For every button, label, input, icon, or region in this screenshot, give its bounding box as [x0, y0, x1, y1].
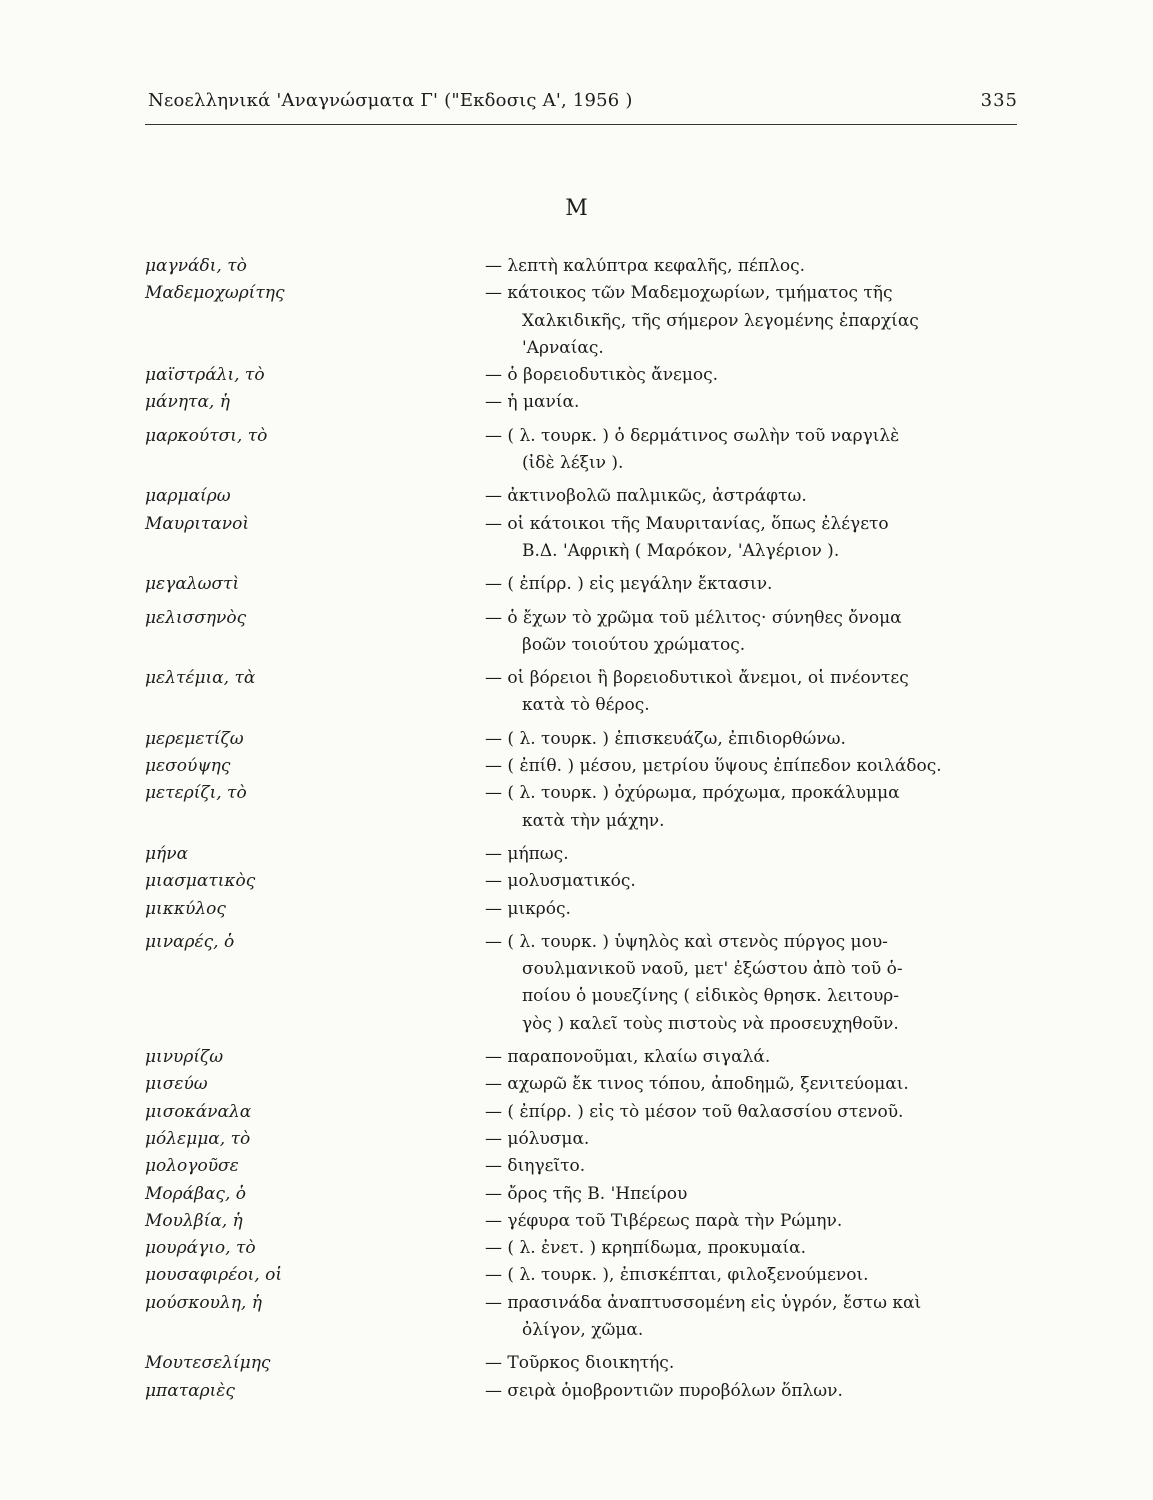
definition-line: γὸς ) καλεῖ τοὺς πιστοὺς νὰ προσευχηθοῦν.: [522, 1013, 899, 1034]
glossary-entry: [145, 1071, 1045, 1098]
entry-definition: [485, 753, 1035, 780]
entry-definition: [485, 362, 1035, 389]
glossary-entry: [145, 753, 1045, 780]
definition-line: Β.Δ. 'Αφρικὴ ( Μαρόκον, 'Αλγέριον ).: [522, 540, 840, 561]
entry-definition: [485, 1290, 1035, 1345]
entry-term: μπαταριὲς: [145, 1380, 235, 1401]
entry-definition: [485, 896, 1035, 923]
glossary-entry: [145, 1126, 1045, 1153]
definition-line: (ἰδὲ λέξιν ).: [522, 453, 624, 474]
definition-line: — πρασινάδα ἀναπτυσσομένη εἰς ὑγρόν, ἔστω καὶ: [485, 1292, 922, 1313]
definition-line: — κάτοικος τῶν Μαδεμοχωρίων, τμήματος τῆς: [485, 283, 893, 304]
entry-definition: [485, 780, 1035, 835]
glossary-entry: [145, 1350, 1045, 1377]
definition-line: — μικρός.: [485, 898, 571, 919]
entry-term: μούσκουλη, ἡ: [145, 1292, 262, 1313]
definition-line: — οἱ βόρειοι ἢ βορειοδυτικοὶ ἄνεμοι, οἱ πνέοντες: [485, 668, 909, 689]
definition-line: — ( ἐπίρρ. ) εἰς τὸ μέσον τοῦ θαλασσίου στενοῦ.: [485, 1101, 904, 1122]
entry-definition: [485, 571, 1035, 598]
definition-line: Χαλκιδικῆς, τῆς σήμερον λεγομένης ἐπαρχίας: [522, 310, 919, 331]
definition-line: — ὁ ἔχων τὸ χρῶμα τοῦ μέλιτος· σύνηθες ὄνομα: [485, 607, 902, 628]
entry-term: μόλεμμα, τὸ: [145, 1128, 251, 1149]
definition-line: — γέφυρα τοῦ Τιβέρεως παρὰ τὴν Ρώμην.: [485, 1210, 843, 1231]
entry-definition: [485, 1208, 1035, 1235]
entry-definition: [485, 1235, 1035, 1262]
entry-definition: [485, 841, 1035, 868]
entry-term: μαρμαίρω: [145, 486, 231, 507]
entry-term: μετερίζι, τὸ: [145, 783, 247, 804]
entry-term: Μοράβας, ὁ: [145, 1183, 246, 1204]
glossary-entry: [145, 362, 1045, 389]
glossary-entry: [145, 929, 1045, 1038]
definition-line: — ( λ. τουρκ. ) ὀχύρωμα, πρόχωμα, προκάλυμμα: [485, 783, 900, 804]
definition-line: — σειρὰ ὁμοβροντιῶν πυροβόλων ὅπλων.: [485, 1380, 843, 1401]
entry-definition: [485, 1153, 1035, 1180]
glossary-entry: [145, 389, 1045, 416]
entry-definition: [485, 1181, 1035, 1208]
glossary-entry: [145, 280, 1045, 362]
definition-line: 'Αρναίας.: [522, 337, 604, 358]
definition-line: — μήπως.: [485, 843, 569, 864]
definition-line: ὀλίγον, χῶμα.: [522, 1319, 644, 1340]
definition-line: — μολυσματικός.: [485, 871, 636, 892]
entry-definition: [485, 1350, 1035, 1377]
entry-definition: [485, 483, 1035, 510]
definition-line: κατὰ τὴν μάχην.: [522, 810, 665, 831]
entry-term: μιασματικὸς: [145, 871, 256, 892]
glossary-entry: [145, 253, 1045, 280]
entry-definition: [485, 1262, 1035, 1289]
section-letter: Μ: [565, 196, 588, 221]
glossary-entry: [145, 1153, 1045, 1180]
running-title: Νεοελληνικά 'Αναγνώσματα Γ' ("Εκδοσις Α', 1956 ): [148, 90, 633, 111]
definition-line: — ἡ μανία.: [485, 392, 580, 413]
page-header: [148, 90, 1018, 120]
entry-term: Μαυριτανοὶ: [145, 513, 250, 534]
definition-line: — ( ἐπίθ. ) μέσου, μετρίου ὕψους ἐπίπεδον κοιλάδος.: [485, 756, 942, 777]
glossary-entry: [145, 571, 1045, 598]
entry-definition: [485, 511, 1035, 566]
definition-line: — Τοῦρκος διοικητής.: [485, 1353, 675, 1374]
entry-definition: [485, 253, 1035, 280]
glossary-entry: [145, 1290, 1045, 1345]
entry-term: μήνα: [145, 843, 189, 864]
entry-definition: [485, 1071, 1035, 1098]
glossary-entry: [145, 483, 1045, 510]
glossary-entry: [145, 1235, 1045, 1262]
entry-term: μουσαφιρέοι, οἱ: [145, 1265, 282, 1286]
definition-line: — παραπονοῦμαι, κλαίω σιγαλά.: [485, 1047, 771, 1068]
entry-term: μελτέμια, τὰ: [145, 668, 256, 689]
definition-line: σουλμανικοῦ ναοῦ, μετ' ἐξώστου ἀπὸ τοῦ ὁ-: [522, 959, 903, 980]
definition-line: — οἱ κάτοικοι τῆς Μαυριτανίας, ὅπως ἐλέγετο: [485, 513, 889, 534]
definition-line: — ὄρος τῆς Β. 'Ηπείρου: [485, 1183, 688, 1204]
entry-definition: [485, 665, 1035, 720]
glossary-entry: [145, 1208, 1045, 1235]
glossary-entry: [145, 511, 1045, 566]
entry-definition: [485, 1099, 1035, 1126]
entry-term: μουράγιο, τὸ: [145, 1238, 256, 1259]
definition-line: — ( λ. τουρκ. ) ὁ δερμάτινος σωλὴν τοῦ ναργιλὲ: [485, 425, 900, 446]
entry-definition: [485, 389, 1035, 416]
entry-term: μινυρίζω: [145, 1047, 224, 1068]
header-rule: [145, 124, 1017, 125]
glossary-entry: [145, 1044, 1045, 1071]
entry-term: Μουλβία, ἡ: [145, 1210, 243, 1231]
glossary-entry: [145, 1181, 1045, 1208]
glossary-entry: [145, 605, 1045, 660]
definition-line: — ( λ. τουρκ. ) ἐπισκευάζω, ἐπιδιορθώνω.: [485, 728, 846, 749]
definition-line: — αχωρῶ ἔκ τινος τόπου, ἀποδημῶ, ξενιτεύομαι.: [485, 1074, 909, 1095]
entry-definition: [485, 868, 1035, 895]
entry-definition: [485, 726, 1035, 753]
glossary-entry: [145, 780, 1045, 835]
glossary-entry: [145, 896, 1045, 923]
definition-line: — ὁ βορειοδυτικὸς ἄνεμος.: [485, 365, 719, 386]
entry-term: μελισσηνὸς: [145, 607, 247, 628]
glossary-entry: [145, 423, 1045, 478]
definition-line: — ( λ. τουρκ. ), ἐπισκέπται, φιλοξενούμενοι.: [485, 1265, 869, 1286]
entry-term: μιναρές, ὁ: [145, 931, 235, 952]
entry-term: μάνητα, ἡ: [145, 392, 230, 413]
entry-definition: [485, 929, 1035, 1038]
entry-term: μικκύλος: [145, 898, 226, 919]
definition-line: — ( λ. τουρκ. ) ὑψηλὸς καὶ στενὸς πύργος μου-: [485, 931, 888, 952]
definition-line: — διηγεῖτο.: [485, 1156, 586, 1177]
glossary-entry: [145, 1378, 1045, 1405]
entry-definition: [485, 280, 1035, 362]
definition-line: — λεπτὴ καλύπτρα κεφαλῆς, πέπλος.: [485, 256, 806, 276]
definition-line: — ( λ. ἐνετ. ) κρηπίδωμα, προκυμαία.: [485, 1238, 807, 1259]
entry-term: μαϊστράλι, τὸ: [145, 365, 265, 386]
entry-term: Μουτεσελίμης: [145, 1353, 271, 1374]
entry-term: μισεύω: [145, 1074, 208, 1095]
glossary-entry: [145, 726, 1045, 753]
entry-definition: [485, 423, 1035, 478]
definition-line: — ( ἐπίρρ. ) εἰς μεγάλην ἔκτασιν.: [485, 574, 773, 595]
entry-definition: [485, 605, 1035, 660]
entry-definition: [485, 1378, 1035, 1405]
definition-line: κατὰ τὸ θέρος.: [522, 695, 650, 716]
glossary-entry: [145, 665, 1045, 720]
glossary-entry: [145, 1262, 1045, 1289]
entry-term: μολογοῦσε: [145, 1156, 239, 1177]
entry-definition: [485, 1126, 1035, 1153]
entry-definition: [485, 1044, 1035, 1071]
entry-term: μαρκούτσι, τὸ: [145, 425, 268, 446]
definition-line: βοῶν τοιούτου χρώματος.: [522, 634, 746, 655]
entry-term: Μαδεμοχωρίτης: [145, 283, 285, 304]
glossary-list: [145, 253, 1045, 1405]
definition-line: ποίου ὁ μουεζίνης ( εἰδικὸς θρησκ. λειτουρ-: [522, 986, 900, 1007]
definition-line: — ἀκτινοβολῶ παλμικῶς, ἀστράφτω.: [485, 486, 807, 507]
entry-term: μαγνάδι, τὸ: [145, 256, 247, 276]
glossary-entry: [145, 841, 1045, 868]
glossary-entry: [145, 868, 1045, 895]
glossary-entry: [145, 1099, 1045, 1126]
entry-term: μεσούψης: [145, 756, 231, 777]
page-number: 335: [980, 90, 1018, 111]
entry-term: μεγαλωστὶ: [145, 574, 240, 595]
definition-line: — μόλυσμα.: [485, 1128, 590, 1149]
entry-term: μερεμετίζω: [145, 728, 244, 749]
entry-term: μισοκάναλα: [145, 1101, 252, 1122]
